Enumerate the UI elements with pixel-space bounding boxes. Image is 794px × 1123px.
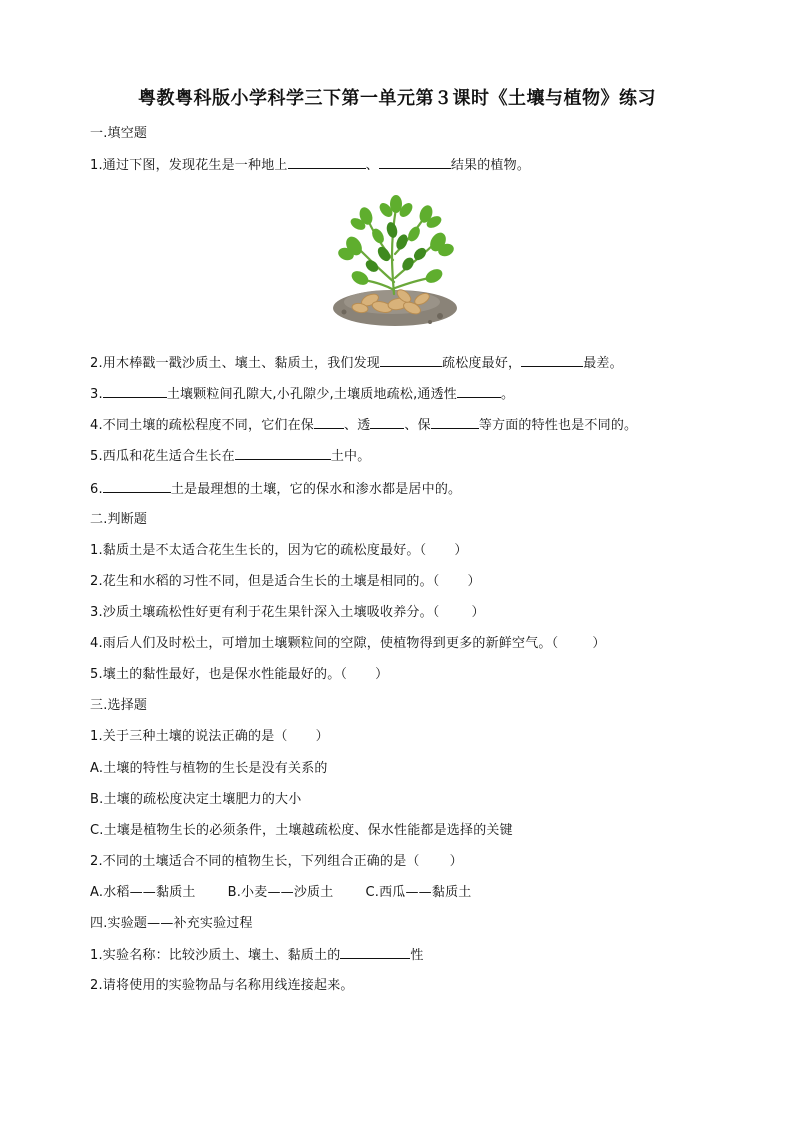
fill-q2-text-c: 最差。	[583, 356, 623, 371]
experiment-question-1	[90, 946, 424, 965]
fill-q1-blank-2[interactable]	[379, 156, 451, 169]
section-heading-choice: 三.选择题	[90, 698, 148, 713]
judge-q5-close: ）	[375, 667, 389, 682]
fill-q4-text-c: 、保	[404, 418, 431, 433]
fill-q3-blank-2[interactable]	[457, 385, 501, 398]
choice-q1-option-a[interactable]: A.土壤的特性与植物的生长是没有关系的	[90, 761, 328, 776]
fill-question-1	[90, 156, 530, 175]
choice-q2-options	[90, 884, 471, 902]
fill-q1-text-b: 结果的植物。	[450, 158, 531, 173]
choice-q1-close: ）	[315, 729, 329, 744]
experiment-q1-blank[interactable]	[340, 946, 410, 959]
fill-q4-text-d: 等方面的特性也是不同的。	[478, 418, 638, 433]
choice-q2-option-c[interactable]: C.西瓜——黏质土	[365, 885, 472, 900]
page-title: 粤教粤科版小学科学三下第一单元第３课时《土壤与植物》练习	[138, 88, 656, 109]
section-heading-experiment: 四.实验题——补充实验过程	[90, 916, 253, 931]
fill-q2-text-a: 2.用木棒戳一戳沙质土、壤土、黏质土，我们发现	[90, 356, 381, 371]
fill-q3-text-a: 3.	[90, 387, 103, 402]
judge-q4-close: ）	[592, 636, 606, 651]
judge-question-4	[90, 635, 606, 653]
judge-q3-text: 3.沙质土壤疏松性好更有利于花生果针深入土壤吸收养分。（	[90, 605, 440, 620]
choice-q2-option-b[interactable]: B.小麦——沙质土	[227, 885, 334, 900]
judge-q2-close: ）	[467, 574, 481, 589]
judge-q1-text: 1.黏质土是不太适合花生生长的，因为它的疏松度最好。（	[90, 543, 427, 558]
fill-q2-blank-1[interactable]	[380, 354, 442, 367]
fill-q5-blank-1[interactable]	[235, 447, 331, 460]
fill-question-4	[90, 416, 637, 435]
fill-q2-text-b: 疏松度最好，	[442, 356, 522, 371]
fill-q6-blank-1[interactable]	[103, 480, 171, 493]
judge-question-2	[90, 573, 481, 591]
choice-q1-option-b[interactable]: B.土壤的疏松度决定土壤肥力的大小	[90, 792, 302, 807]
fill-question-6	[90, 480, 461, 499]
fill-q3-text-c: 。	[501, 387, 515, 402]
judge-q2-text: 2.花生和水稻的习性不同，但是适合生长的土壤是相同的。（	[90, 574, 440, 589]
judge-q4-text: 4.雨后人们及时松土，可增加土壤颗粒间的空隙，使植物得到更多的新鲜空气。（	[90, 636, 559, 651]
judge-question-3	[90, 604, 485, 622]
fill-q4-text-a: 4.不同土壤的疏松程度不同，它们在保	[90, 418, 315, 433]
judge-q3-close: ）	[471, 605, 485, 620]
choice-q2-close: ）	[449, 854, 463, 869]
fill-q6-text-a: 6.	[90, 482, 103, 497]
choice-q2-text: 2.不同的土壤适合不同的植物生长，下列组合正确的是（	[90, 854, 420, 869]
fill-q6-text-b: 土是最理想的土壤，它的保水和渗水都是居中的。	[170, 482, 462, 497]
experiment-question-2: 2.请将使用的实验物品与名称用线连接起来。	[90, 978, 354, 993]
section-heading-fill: 一.填空题	[90, 126, 148, 141]
experiment-q1-text-b: 性	[410, 948, 424, 963]
choice-question-1	[90, 728, 329, 746]
peanut-plant-illustration	[330, 190, 460, 335]
fill-q5-text-a: 5.西瓜和花生适合生长在	[90, 449, 235, 464]
experiment-q1-text-a: 1.实验名称：比较沙质土、壤土、黏质土的	[90, 948, 341, 963]
fill-q4-blank-1[interactable]	[314, 416, 344, 429]
fill-question-2	[90, 354, 623, 373]
judge-question-5	[90, 666, 388, 684]
choice-q2-option-a[interactable]: A.水稻——黏质土	[90, 885, 196, 900]
fill-q5-text-b: 土中。	[330, 449, 371, 464]
fill-q1-text-a: 1.通过下图，发现花生是一种地上	[90, 158, 288, 173]
judge-q5-text: 5.壤土的黏性最好，也是保水性能最好的。（	[90, 667, 348, 682]
choice-question-2	[90, 853, 463, 871]
fill-q4-blank-3[interactable]	[431, 416, 479, 429]
fill-q3-text-b: 土壤颗粒间孔隙大,小孔隙少,土壤质地疏松,通透性	[166, 387, 458, 402]
choice-q1-text: 1.关于三种土壤的说法正确的是（	[90, 729, 288, 744]
fill-q2-blank-2[interactable]	[521, 354, 583, 367]
fill-q4-blank-2[interactable]	[370, 416, 404, 429]
judge-question-1	[90, 542, 468, 560]
fill-question-3	[90, 385, 514, 404]
choice-q1-option-c[interactable]: C.土壤是植物生长的必须条件，土壤越疏松度、保水性能都是选择的关键	[90, 823, 513, 838]
fill-q1-separator: 、	[365, 158, 379, 173]
fill-question-5	[90, 447, 370, 466]
judge-q1-close: ）	[454, 543, 468, 558]
fill-q3-blank-1[interactable]	[103, 385, 167, 398]
fill-q1-blank-1[interactable]	[288, 156, 366, 169]
fill-q4-text-b: 、透	[344, 418, 371, 433]
section-heading-judge: 二.判断题	[90, 512, 148, 527]
